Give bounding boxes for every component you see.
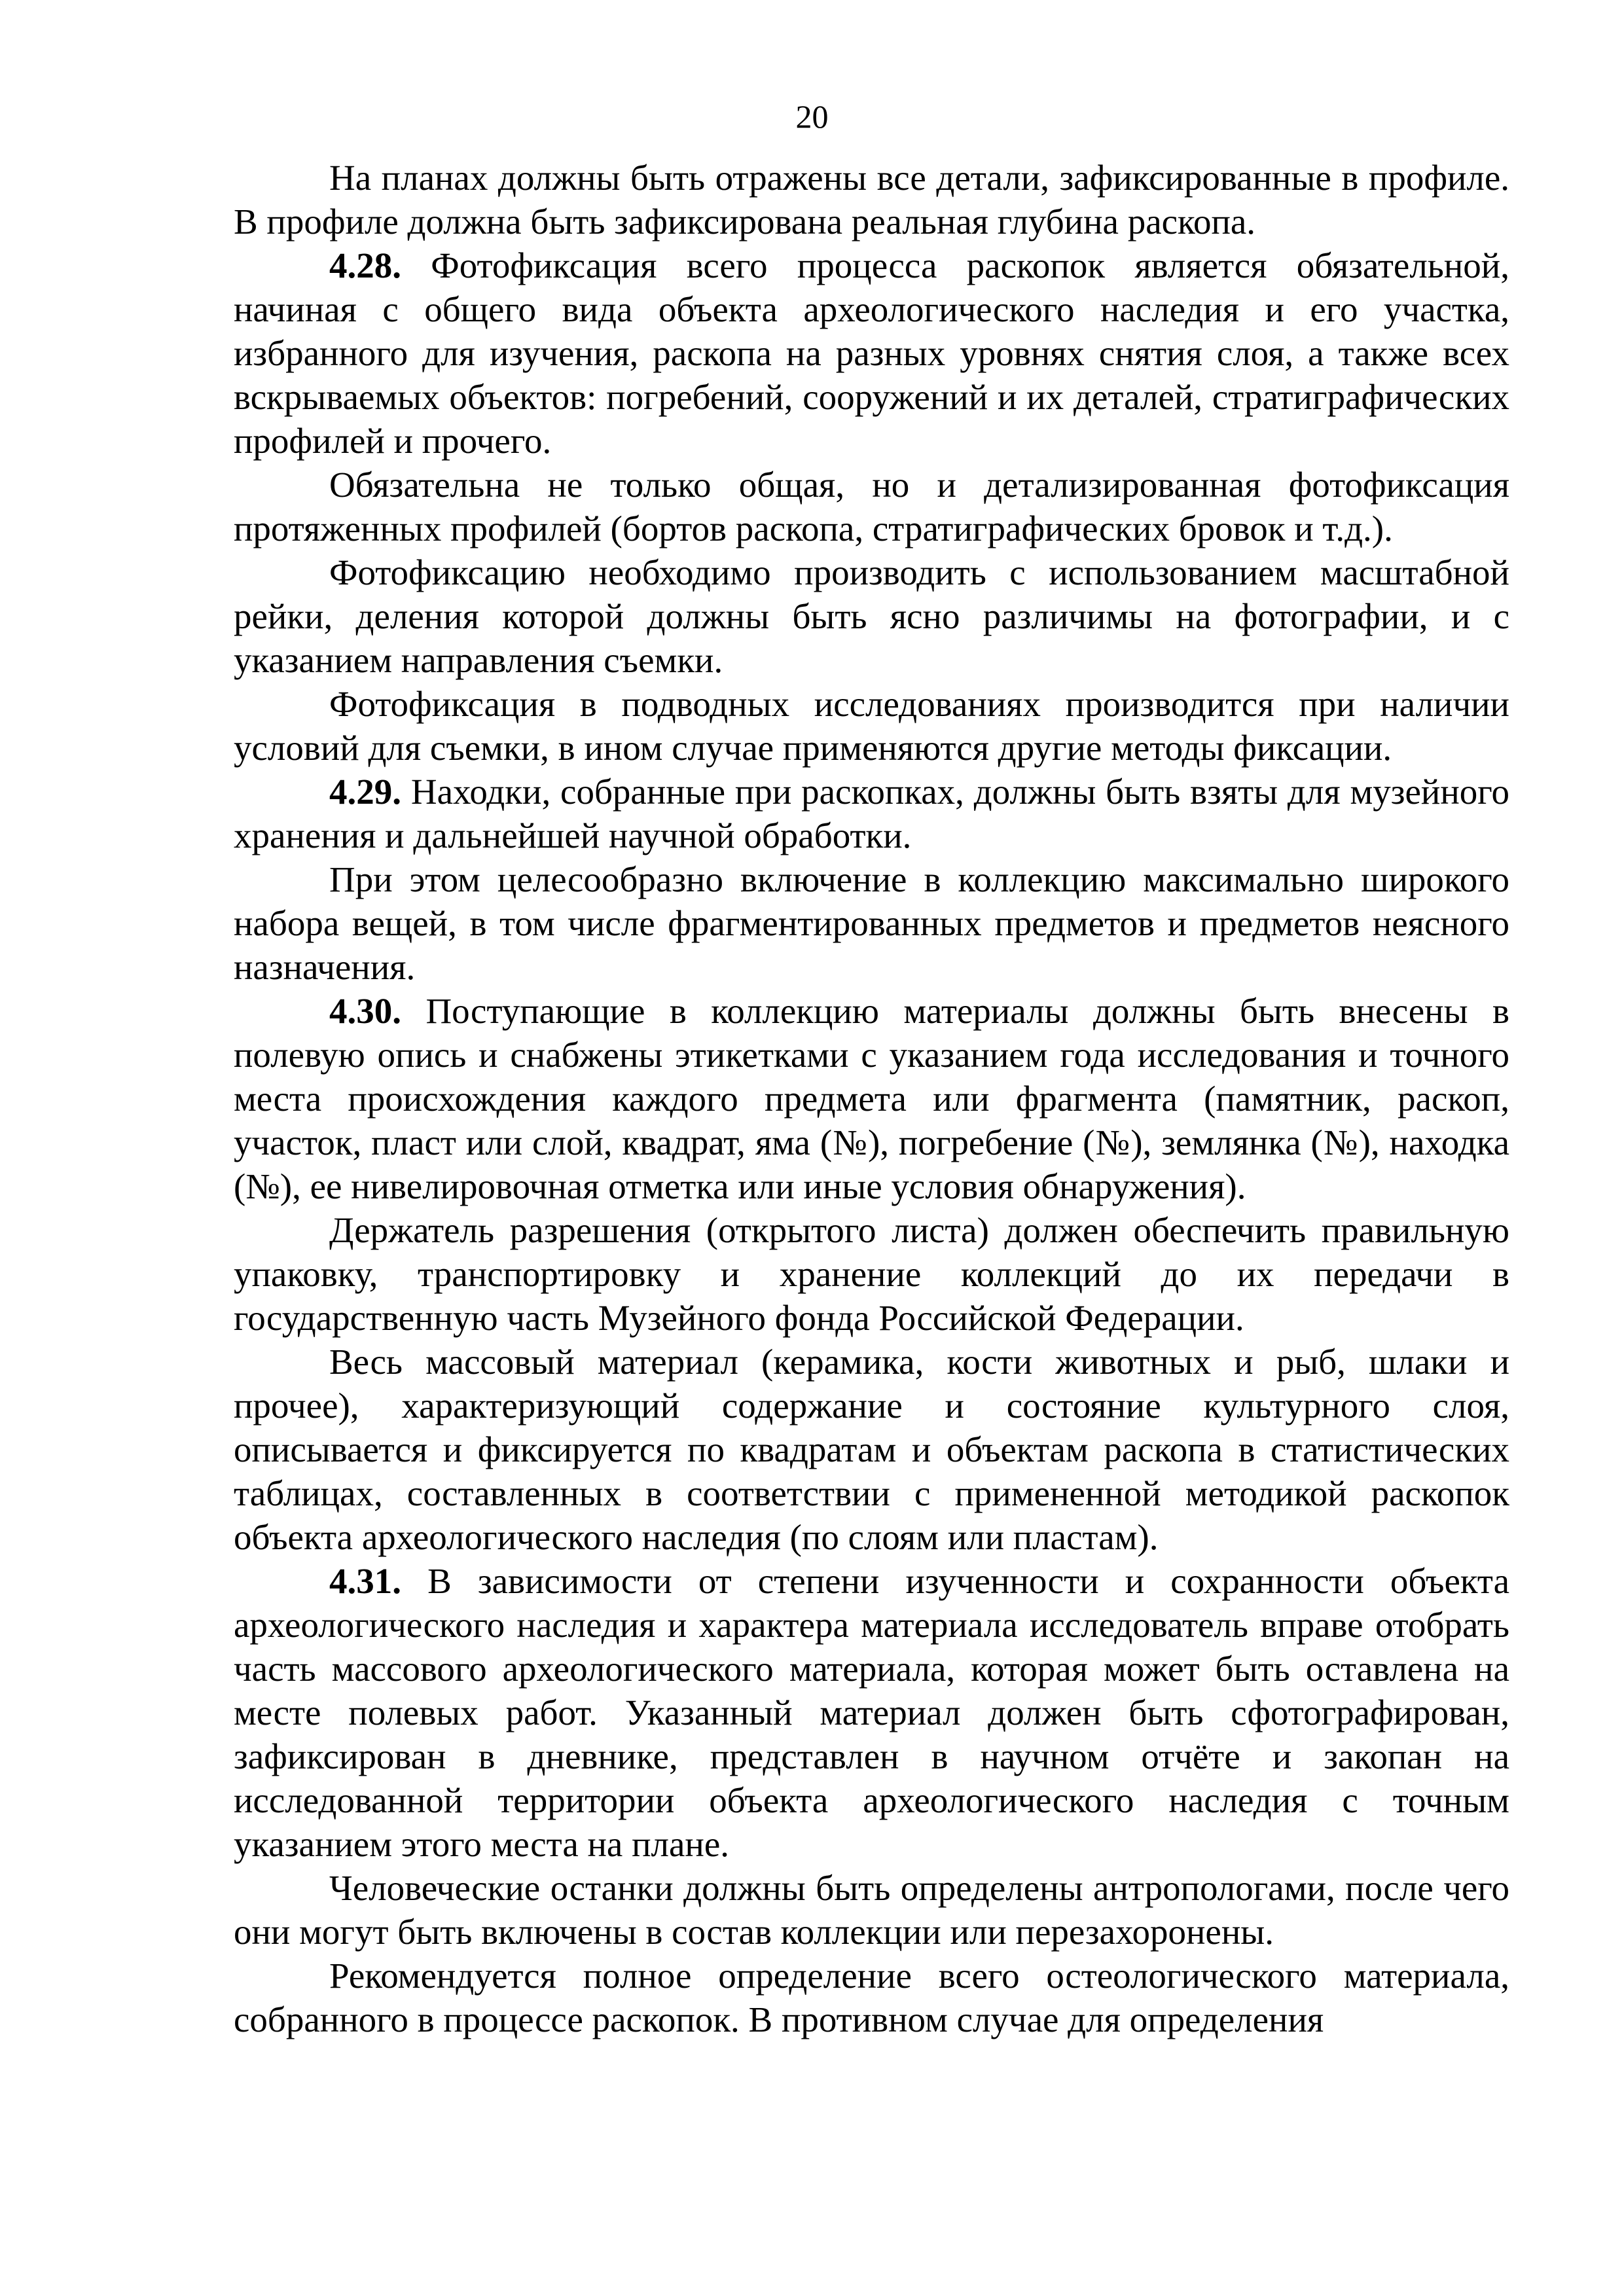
paragraph-text: Поступающие в коллекцию материалы должны быть внесены в полевую опись и снабжены этикетками с указанием года исследования и точного места происхождения каждого предмета или фрагмента (памятник, раскоп, участок, пласт или слой, квадрат, яма (№), погребение (№), землянка (№), находка (№), ее нивелировочная отметка или иные условия обнаружения). [234,991,1509,1206]
clause-number: 4.30. [329,991,401,1031]
paragraph-text: Держатель разрешения (открытого листа) должен обеспечить правильную упаковку, транспортировку и хранение коллекций до их передачи в государственную часть Музейного фонда Российской Федерации. [234,1210,1509,1338]
paragraph [234,1340,1509,1559]
page-number: 20 [795,98,829,135]
paragraph [234,682,1509,770]
paragraph [234,1208,1509,1340]
clause-number: 4.29. [329,772,401,812]
paragraph [234,1559,1509,1866]
paragraph-text: В зависимости от степени изученности и сохранности объекта археологического наследия и характера материала исследователь вправе отобрать часть массового археологического материала, которая может быть оставлена на месте полевых работ. Указанный материал должен быть сфотографирован, зафиксирован в дневнике, представлен в научном отчёте и закопан на исследованной территории объекта археологического наследия с точным указанием этого места на плане. [234,1561,1509,1864]
paragraph [234,156,1509,243]
paragraph [234,989,1509,1208]
paragraph-text: Фотофиксация в подводных исследованиях производится при наличии условий для съемки, в ином случае применяются другие методы фиксации. [234,684,1509,768]
paragraph-text: Человеческие останки должны быть определены антропологами, после чего они могут быть включены в состав коллекции или перезахоронены. [234,1868,1509,1952]
paragraph-text: Рекомендуется полное определение всего остеологического материала, собранного в процессе раскопок. В противном случае для определения [234,1956,1509,2039]
paragraph [234,1954,1509,2041]
clause-number: 4.28. [329,245,401,285]
paragraph [234,857,1509,989]
paragraph-text: На планах должны быть отражены все детали, зафиксированные в профиле. В профиле должна быть зафиксирована реальная глубина раскопа. [234,158,1509,242]
paragraph [234,1866,1509,1954]
paragraph-text: При этом целесообразно включение в коллекцию максимально широкого набора вещей, в том числе фрагментированных предметов и предметов неясного назначения. [234,859,1509,987]
paragraph [234,243,1509,463]
paragraph-text: Обязательна не только общая, но и детализированная фотофиксация протяженных профилей (бортов раскопа, стратиграфических бровок и т.д.). [234,465,1509,548]
document-body [234,156,1509,2041]
paragraph [234,770,1509,857]
paragraph-text: Находки, собранные при раскопках, должны быть взяты для музейного хранения и дальнейшей научной обработки. [234,772,1509,855]
clause-number: 4.31. [329,1561,401,1601]
paragraph-text: Фотофиксация всего процесса раскопок является обязательной, начиная с общего вида объекта археологического наследия и его участка, избранного для изучения, раскопа на разных уровнях снятия слоя, а также всех вскрываемых объектов: погребений, сооружений и их деталей, стратиграфических профилей и прочего. [234,245,1509,461]
paragraph-text: Фотофиксацию необходимо производить с использованием масштабной рейки, деления которой должны быть ясно различимы на фотографии, и с указанием направления съемки. [234,552,1509,680]
paragraph-text: Весь массовый материал (керамика, кости животных и рыб, шлаки и прочее), характеризующий содержание и состояние культурного слоя, описывается и фиксируется по квадратам и объектам раскопа в статистических таблицах, составленных в соответствии с примененной методикой раскопок объекта археологического наследия (по слоям или пластам). [234,1342,1509,1557]
paragraph [234,550,1509,682]
paragraph [234,463,1509,550]
